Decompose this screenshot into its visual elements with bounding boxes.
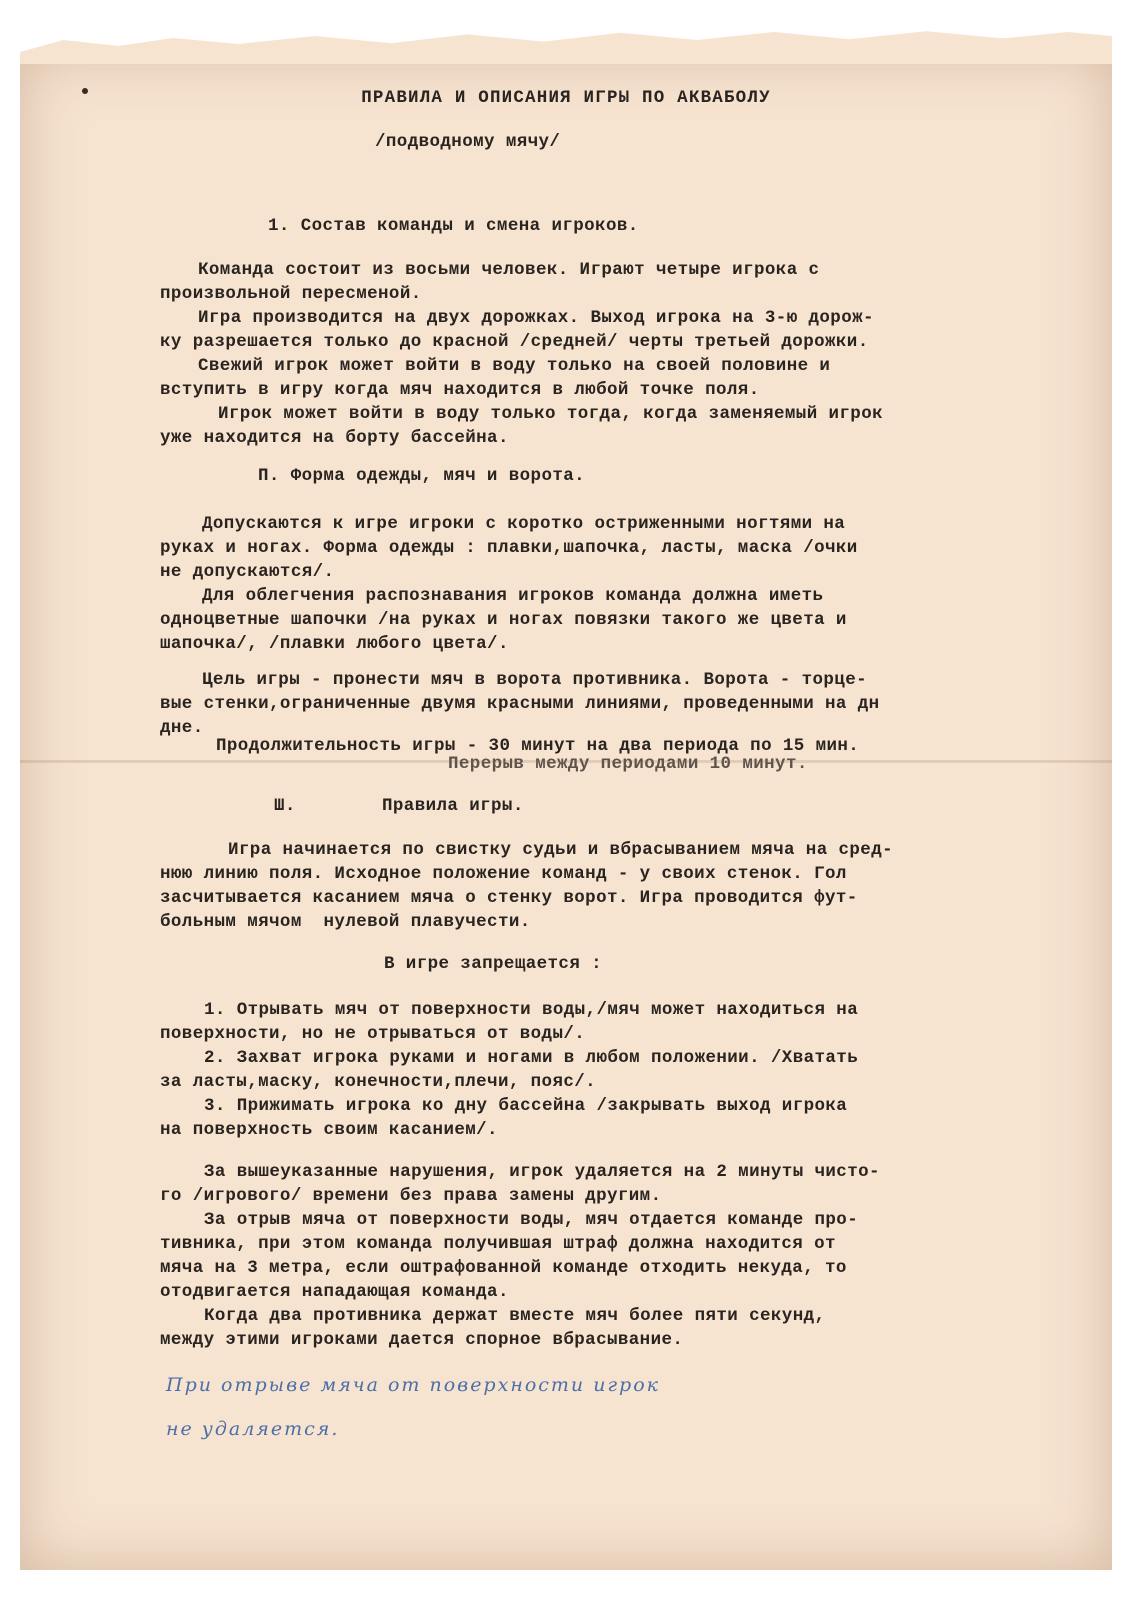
section3-line: нюю линию поля. Исходное положение команд - у своих стенок. Гол — [160, 864, 847, 884]
penalty-line: За вышеуказанные нарушения, игрок удаляется на 2 минуты чисто- — [204, 1162, 880, 1182]
forbidden-line: 3. Прижимать игрока ко дну бассейна /закрывать выход игрока — [204, 1096, 848, 1116]
section3-heading: Правила игры. — [382, 796, 524, 816]
handwritten-note-line: При отрыве мяча от поверхности игрок — [166, 1374, 660, 1396]
section2-line: Для облегчения распознавания игроков команда должна иметь — [202, 586, 824, 606]
penalty-line: го /игрового/ времени без права замены другим. — [160, 1186, 662, 1206]
section3-line: Игра начинается по свистку судьи и вбрасыванием мяча на сред- — [228, 840, 894, 860]
section1-line: произвольной пересменой. — [160, 284, 422, 304]
section2-line: Цель игры - пронести мяч в ворота противника. Ворота - торце- — [202, 670, 868, 690]
section2-line: руках и ногах. Форма одежды : плавки,шапочка, ласты, маска /очки — [160, 538, 858, 558]
penalty-line: отодвигается нападающая команда. — [160, 1282, 509, 1302]
forbidden-line: поверхности, но не отрываться от воды/. — [160, 1024, 586, 1044]
handwritten-note-line: не удаляется. — [166, 1418, 340, 1440]
section1-line: уже находится на борту бассейна. — [160, 428, 509, 448]
penalty-line: между этими игроками дается спорное вбрасывание. — [160, 1330, 684, 1350]
document-page — [20, 52, 1112, 1570]
section1-line: Игрок может войти в воду только тогда, когда заменяемый игрок — [218, 404, 884, 424]
section2-line: вые стенки,ограниченные двумя красными линиями, проведенными на дн — [160, 694, 880, 714]
section2-line: Допускаются к игре игроки с коротко остриженными ногтями на — [202, 514, 846, 534]
forbidden-line: 1. Отрывать мяч от поверхности воды,/мяч может находиться на — [204, 1000, 859, 1020]
section2-line: Перерыв между периодами 10 минут. — [448, 754, 808, 774]
section3-heading-number: Ш. — [274, 796, 296, 816]
section3-line: больным мячом нулевой плавучести. — [160, 912, 531, 932]
penalty-line: За отрыв мяча от поверхности воды, мяч отдается команде про- — [204, 1210, 859, 1230]
section1-line: Команда состоит из восьми человек. Играют четыре игрока с — [198, 260, 820, 280]
forbidden-heading: В игре запрещается : — [384, 954, 603, 974]
forbidden-line: 2. Захват игрока руками и ногами в любом положении. /Хватать — [204, 1048, 859, 1068]
penalty-line: тивника, при этом команда получившая штраф должна находится от — [160, 1234, 836, 1254]
section2-line: Продолжительность игры - 30 минут на два периода по 15 мин. — [216, 736, 860, 756]
penalty-line: мяча на 3 метра, если оштрафованной команде отходить некуда, то — [160, 1258, 847, 1278]
document-subtitle: /подводному мячу/ — [375, 132, 561, 152]
section2-heading: П. Форма одежды, мяч и ворота. — [258, 466, 586, 486]
section2-line: не допускаются/. — [160, 562, 335, 582]
section2-line: одноцветные шапочки /на руках и ногах повязки такого же цвета и — [160, 610, 847, 630]
forbidden-line: на поверхность своим касанием/. — [160, 1120, 498, 1140]
section1-line: Игра производится на двух дорожках. Выход игрока на 3-ю дорож- — [198, 308, 874, 328]
forbidden-line: за ласты,маску, конечности,плечи, пояс/. — [160, 1072, 597, 1092]
section3-line: засчитывается касанием мяча о стенку ворот. Игра проводится фут- — [160, 888, 858, 908]
section2-line: дне. — [160, 718, 204, 738]
section1-line: Свежий игрок может войти в воду только на своей половине и — [198, 356, 831, 376]
section1-line: вступить в игру когда мяч находится в любой точке поля. — [160, 380, 760, 400]
section2-line: шапочка/, /плавки любого цвета/. — [160, 634, 509, 654]
section1-line: ку разрешается только до красной /средней/ черты третьей дорожки. — [160, 332, 869, 352]
penalty-line: Когда два противника держат вместе мяч более пяти секунд, — [204, 1306, 826, 1326]
document-title: ПРАВИЛА И ОПИСАНИЯ ИГРЫ ПО АКВАБОЛУ — [361, 88, 771, 108]
section1-heading: 1. Состав команды и смена игроков. — [268, 216, 639, 236]
